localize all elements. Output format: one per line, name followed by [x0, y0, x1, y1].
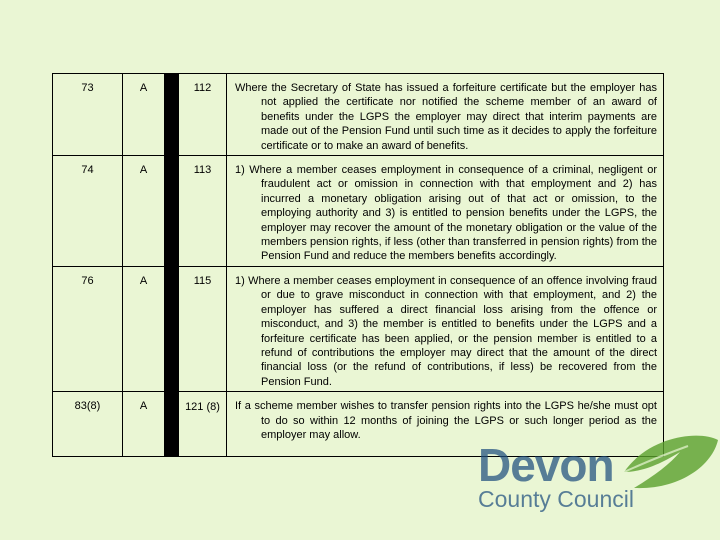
row-regulation: 115 — [179, 266, 227, 391]
row-regulation — [179, 392, 227, 457]
row-description — [227, 74, 664, 156]
logo-wordmark: Devon — [478, 439, 614, 491]
row-regulation-text: 121 (8) — [185, 401, 220, 414]
row-divider-bar — [165, 266, 179, 391]
row-regulation: 112 — [179, 74, 227, 156]
table-row — [53, 266, 664, 391]
logo-subtitle: County Council — [478, 486, 634, 512]
row-description-text: 1) Where a member ceases employment in consequence of an offence involving fraud or due to grave misconduct in connection with that employment, and 2) the employer has suffered a direct financial loss arising from the offence or misconduct, and 3) the member is entitled to benefits under the LGPS and a forfeiture certificate has been applied, or the pension member is entitled to a refund of contributions the employer may direct that the amount of the direct financial loss (or the refund of contributions, if less) be recovered from the Pension Fund. — [235, 274, 657, 388]
row-description — [227, 266, 664, 391]
row-divider-bar — [165, 74, 179, 156]
row-number: 76 — [53, 266, 123, 391]
row-divider-bar — [165, 392, 179, 457]
devon-county-council-logo — [474, 432, 720, 524]
row-description-text: Where the Secretary of State has issued a forfeiture certificate but the employer has not applied the certificate nor notified the scheme member of an award of benefits under the LGPS the employer may direct that interim payments are made out of the Pension Fund until such time as it decides to apply the forfeiture certificate or to make an award of benefits. — [235, 82, 657, 152]
row-divider-bar — [165, 156, 179, 267]
table-row — [53, 156, 664, 267]
table-row — [53, 74, 664, 156]
row-grade: A — [123, 266, 165, 391]
row-description-text: If a scheme member wishes to transfer pension rights into the LGPS he/she must opt to do so within 12 months of joining the LGPS or such longer period as the employer may allow. — [235, 400, 657, 441]
row-description — [227, 156, 664, 267]
row-number: 83(8) — [53, 392, 123, 457]
discretions-table-wrapper — [52, 73, 663, 457]
row-number: 73 — [53, 74, 123, 156]
row-regulation: 113 — [179, 156, 227, 267]
discretions-table — [52, 73, 664, 457]
row-number: 74 — [53, 156, 123, 267]
row-description-text: 1) Where a member ceases employment in consequence of a criminal, negligent or fraudulent act or omission in connection with that employment and 2) has incurred a monetary obligation arising out of that act or omission, to the employing authority and 3) is entitled to pension benefits under the LGPS, the employer may recover the amount of the monetary obligation or the value of the members pension rights, if less (other than transferred in pension rights) from the Pension Fund and reduce the members benefits accordingly. — [235, 164, 657, 263]
row-grade: A — [123, 156, 165, 267]
row-grade: A — [123, 74, 165, 156]
row-grade: A — [123, 392, 165, 457]
